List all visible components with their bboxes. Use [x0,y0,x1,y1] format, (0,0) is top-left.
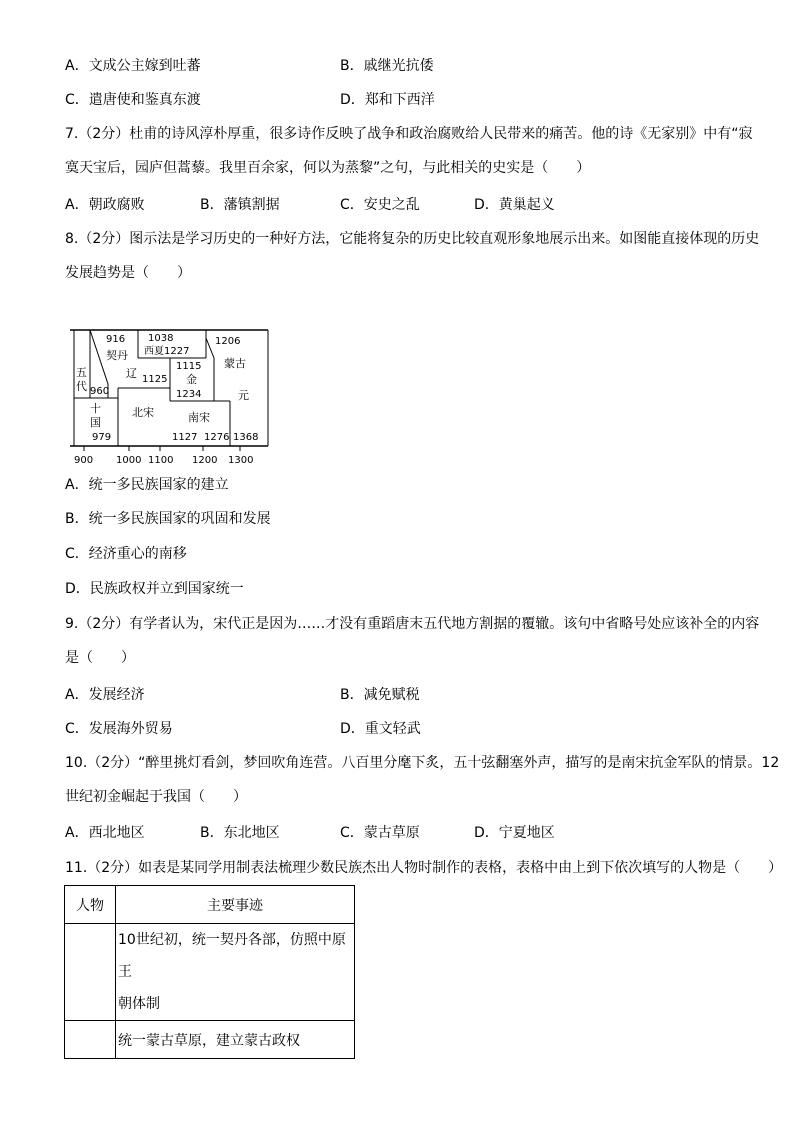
axis-tick-1000: 1000 [116,455,142,466]
label-979: 979 [92,432,112,443]
q7-option-d: D．黄巢起义 [474,197,555,213]
question-8-line-2: 发展趋势是（ ） [65,265,191,281]
q10-option-b: B．东北地区 [200,825,280,841]
label-xixia: 西夏1227 [144,346,190,357]
deeds-cell-1-line-2: 朝体制 [118,996,160,1012]
label-yuan: 元 [238,389,249,402]
q10-option-a: A．西北地区 [65,825,145,841]
q6-option-d: D．郑和下西洋 [340,92,435,108]
question-10-line-1: 10.（2分）“醉里挑灯看剑，梦回吹角连营。八百里分麾下炙，五十弦翻塞外声，描写的是南宋抗金军队的情景。12 [65,755,780,771]
q10-option-c: C．蒙古草原 [340,825,420,841]
question-11-line-1: 11.（2分）如表是某同学用制表法梳理少数民族杰出人物时制作的表格，表格中由上到下依次填写的人物是（ ） [65,860,783,876]
question-7 [65,117,755,185]
question-9 [65,607,760,675]
label-beisong: 北宋 [132,406,154,419]
q7-option-a: A．朝政腐败 [65,197,145,213]
table-header-row [65,886,355,924]
axis-tick-1100: 1100 [148,455,174,466]
question-10-line-2: 世纪初金崛起于我国（ ） [65,789,247,805]
header-person: 人物 [65,886,116,924]
label-1127: 1127 [172,432,198,443]
dynasty-timeline-diagram [70,328,280,468]
table-row [65,924,355,1021]
label-mengu: 蒙古 [224,357,246,370]
q9-option-a: A．发展经济 [65,687,145,703]
label-1234: 1234 [176,389,202,400]
q7-option-c: C．安史之乱 [340,197,420,213]
label-qidan: 契丹 [106,349,128,362]
label-shi: 十 [90,402,101,415]
question-8-line-1: 8.（2分）图示法是学习历史的一种好方法，它能将复杂的历史比较直观形象地展示出来。如图能直接体现的历史 [65,231,760,247]
label-1125: 1125 [142,374,168,385]
label-1038: 1038 [148,333,174,344]
label-1368: 1368 [233,432,259,443]
q8-option-c: C．经济重心的南移 [65,546,187,562]
axis-tick-1200: 1200 [192,455,218,466]
question-9-line-1: 9.（2分）有学者认为，宋代正是因为……才没有重蹈唐末五代地方割据的覆辙。该句中省略号处应该补全的内容 [65,616,760,632]
q8-option-b: B．统一多民族国家的巩固和发展 [65,511,271,527]
q8-option-a: A．统一多民族国家的建立 [65,477,229,493]
axis-tick-900: 900 [74,455,94,466]
label-wu: 五 [76,366,87,379]
question-8 [65,222,760,290]
persons-table [64,885,355,1059]
question-10 [65,746,780,814]
q9-option-d: D．重文轻武 [340,721,421,737]
label-jin: 金 [186,373,197,386]
label-1206: 1206 [215,336,241,347]
person-cell-2 [65,1021,116,1059]
q9-option-c: C．发展海外贸易 [65,721,173,737]
q6-option-c: C．遣唐使和鉴真东渡 [65,92,201,108]
q6-option-a: A．文成公主嫁到吐蕃 [65,58,201,74]
axis-tick-1300: 1300 [228,455,254,466]
deeds-cell-1-line-1: 10世纪初，统一契丹各部，仿照中原王 [118,932,346,980]
label-nansong: 南宋 [188,411,210,424]
label-guo: 国 [90,416,101,429]
deeds-cell-2: 统一蒙古草原，建立蒙古政权 [116,1021,355,1059]
q10-option-d: D．宁夏地区 [474,825,555,841]
label-916: 916 [106,334,126,345]
table-row [65,1021,355,1059]
q6-option-b: B．戚继光抗倭 [340,58,434,74]
label-liao: 辽 [126,367,137,380]
question-7-line-1: 7.（2分）杜甫的诗风淳朴厚重，很多诗作反映了战争和政治腐败给人民带来的痛苦。他的诗《无家别》中有“寂 [65,126,753,142]
label-dai: 代 [76,380,87,393]
label-1276: 1276 [204,432,230,443]
q7-option-b: B．藩镇割据 [200,197,280,213]
label-960: 960 [90,386,110,397]
deeds-cell-1 [116,924,355,1021]
q8-option-d: D．民族政权并立到国家统一 [65,581,244,597]
header-deeds: 主要事迹 [116,886,355,924]
question-7-line-2: 寞天宝后，园庐但蒿藜。我里百余家，何以为蒸黎”之句，与此相关的史实是（ ） [65,160,591,176]
label-1115: 1115 [176,361,202,372]
q9-option-b: B．减免赋税 [340,687,420,703]
person-cell-1 [65,924,116,1021]
question-9-line-2: 是（ ） [65,650,135,666]
